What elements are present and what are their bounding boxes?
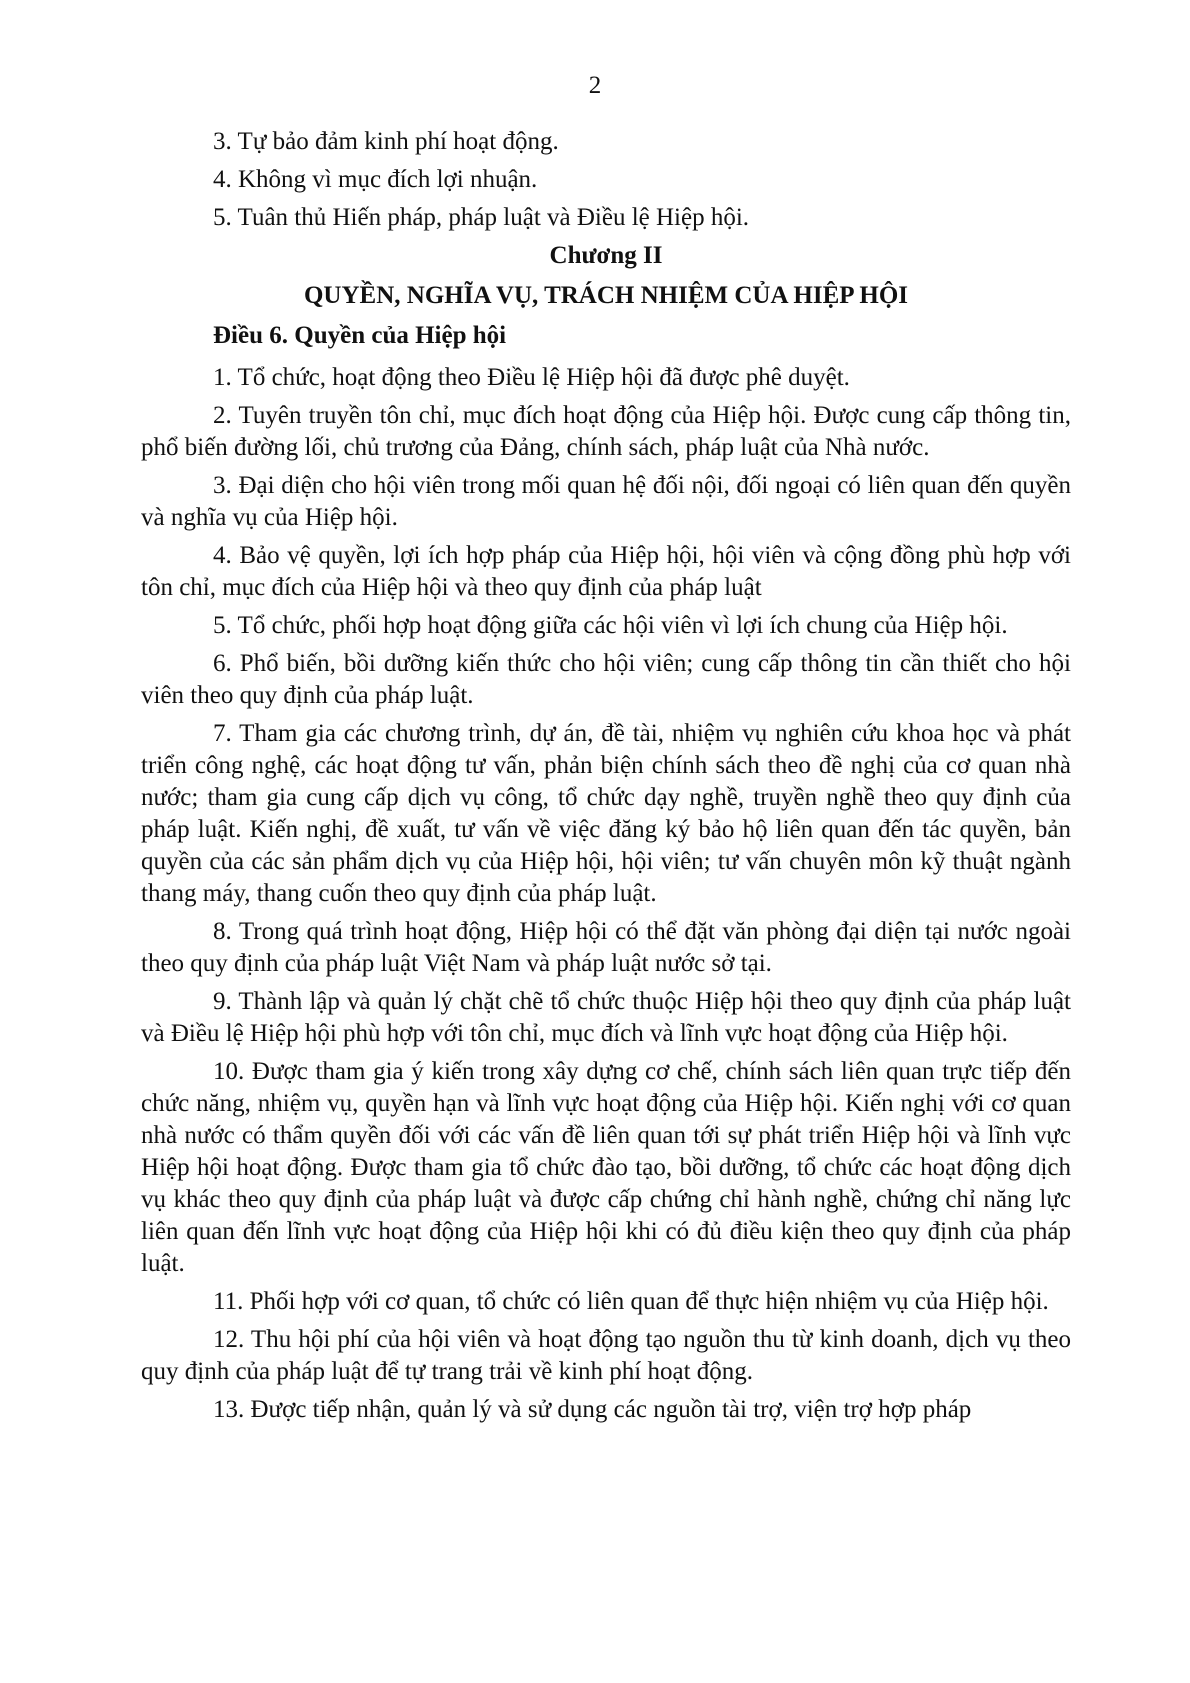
page-number: 2 — [588, 72, 602, 99]
article-paragraph: 8. Trong quá trình hoạt động, Hiệp hội có thể đặt văn phòng đại diện tại nước ngoài theo quy định của pháp luật Việt Nam và pháp luật nước sở tại. — [141, 918, 1071, 977]
intro-item: 3. Tự bảo đảm kinh phí hoạt động. — [213, 128, 559, 155]
chapter-subtitle: QUYỀN, NGHĨA VỤ, TRÁCH NHIỆM CỦA HIỆP HỘI — [303, 282, 909, 309]
article-paragraph: 10. Được tham gia ý kiến trong xây dựng cơ chế, chính sách liên quan trực tiếp đến chức năng, nhiệm vụ, quyền hạn và lĩnh vực hoạt động của Hiệp hội. Kiến nghị với cơ quan nhà nước có thẩm quyền đối với các vấn đề liên quan tới sự phát triển Hiệp hội và lĩnh vực Hiệp hội hoạt động. Được tham gia tổ chức đào tạo, bồi dưỡng, tổ chức các hoạt động dịch vụ khác theo quy định của pháp luật và được cấp chứng chỉ hành nghề, chứng chỉ năng lực liên quan đến lĩnh vực hoạt động của Hiệp hội khi có đủ điều kiện theo quy định của pháp luật. — [141, 1058, 1071, 1277]
article-paragraph: 11. Phối hợp với cơ quan, tổ chức có liên quan để thực hiện nhiệm vụ của Hiệp hội. — [213, 1288, 1049, 1315]
article-paragraph: 4. Bảo vệ quyền, lợi ích hợp pháp của Hiệp hội, hội viên và cộng đồng phù hợp với tôn chỉ, mục đích của Hiệp hội và theo quy định của pháp luật — [141, 542, 1071, 601]
article-heading: Điều 6. Quyền của Hiệp hội — [213, 322, 507, 349]
article-paragraph: 1. Tổ chức, hoạt động theo Điều lệ Hiệp hội đã được phê duyệt. — [213, 364, 850, 391]
article-paragraph: 3. Đại diện cho hội viên trong mối quan hệ đối nội, đối ngoại có liên quan đến quyền và nghĩa vụ của Hiệp hội. — [141, 472, 1071, 531]
article-paragraph: 7. Tham gia các chương trình, dự án, đề tài, nhiệm vụ nghiên cứu khoa học và phát triển công nghệ, các hoạt động tư vấn, phản biện chính sách theo đề nghị của cơ quan nhà nước; tham gia cung cấp dịch vụ công, tổ chức dạy nghề, truyền nghề theo quy định của pháp luật. Kiến nghị, đề xuất, tư vấn về việc đăng ký bảo hộ liên quan đến tác quyền, bản quyền của các sản phẩm dịch vụ của Hiệp hội, hội viên; tư vấn chuyên môn kỹ thuật ngành thang máy, thang cuốn theo quy định của pháp luật. — [141, 720, 1071, 907]
document-content — [141, 126, 1071, 1432]
chapter-title: Chương II — [549, 242, 663, 269]
intro-item: 4. Không vì mục đích lợi nhuận. — [213, 166, 538, 193]
article-paragraph: 9. Thành lập và quản lý chặt chẽ tổ chức thuộc Hiệp hội theo quy định của pháp luật và Điều lệ Hiệp hội phù hợp với tôn chỉ, mục đích và lĩnh vực hoạt động của Hiệp hội. — [141, 988, 1071, 1047]
article-paragraph: 12. Thu hội phí của hội viên và hoạt động tạo nguồn thu từ kinh doanh, dịch vụ theo quy định của pháp luật để tự trang trải về kinh phí hoạt động. — [141, 1326, 1071, 1385]
article-paragraph: 5. Tổ chức, phối hợp hoạt động giữa các hội viên vì lợi ích chung của Hiệp hội. — [213, 612, 1008, 639]
article-paragraph: 13. Được tiếp nhận, quản lý và sử dụng các nguồn tài trợ, viện trợ hợp pháp — [213, 1396, 972, 1423]
article-paragraph: 2. Tuyên truyền tôn chỉ, mục đích hoạt động của Hiệp hội. Được cung cấp thông tin, phổ biến đường lối, chủ trương của Đảng, chính sách, pháp luật của Nhà nước. — [141, 402, 1071, 461]
article-paragraph: 6. Phổ biến, bồi dưỡng kiến thức cho hội viên; cung cấp thông tin cần thiết cho hội viên theo quy định của pháp luật. — [141, 650, 1071, 709]
intro-item: 5. Tuân thủ Hiến pháp, pháp luật và Điều lệ Hiệp hội. — [213, 204, 750, 231]
